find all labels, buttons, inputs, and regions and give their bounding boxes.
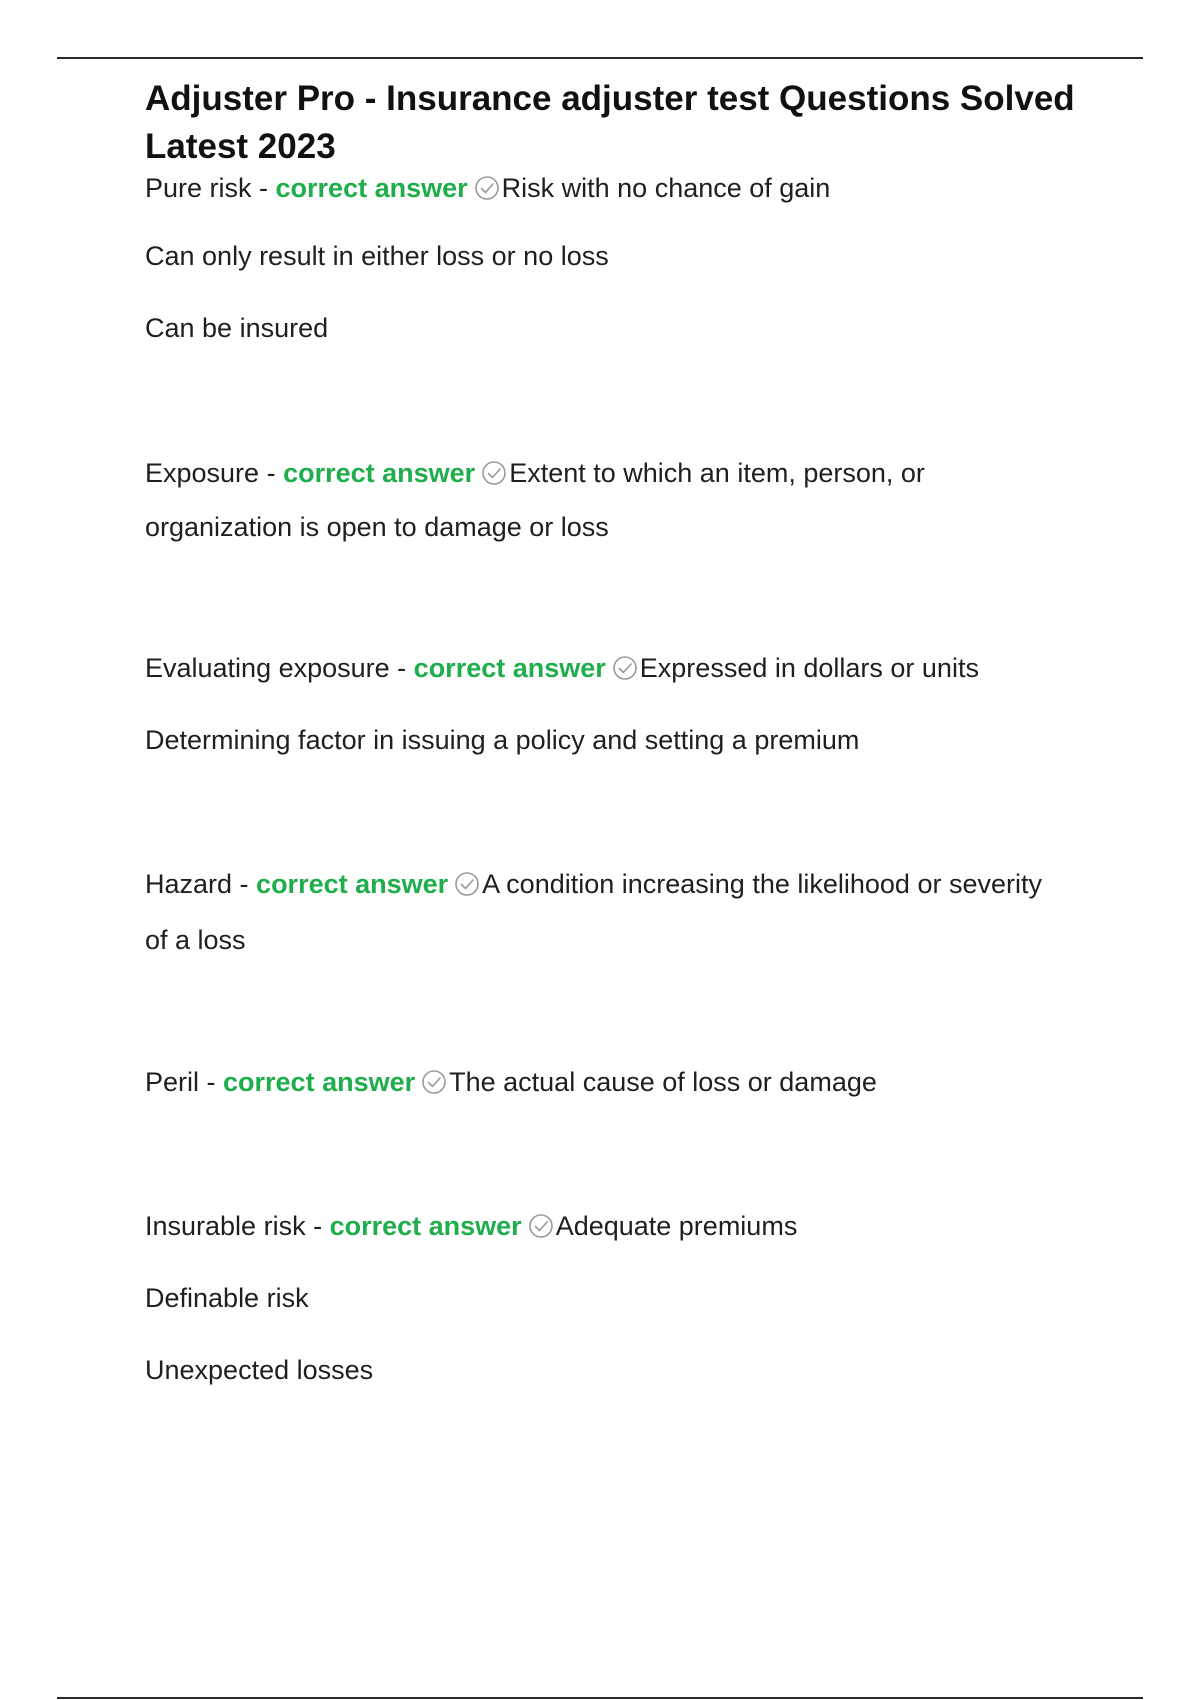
answer-text: A condition increasing the likelihood or severity (482, 869, 1042, 899)
entry-evaluating-exposure (145, 644, 1105, 764)
answer-line: Definable risk (145, 1283, 309, 1313)
answer-line: Determining factor in issuing a policy and setting a premium (145, 725, 860, 755)
correct-answer-label: correct answer (275, 173, 468, 203)
separator: - (232, 869, 257, 899)
correct-answer-label: correct answer (329, 1211, 522, 1241)
entry-first-line (145, 644, 1105, 692)
separator: - (389, 653, 414, 683)
document-title: Adjuster Pro - Insurance adjuster test Questions Solved Latest 2023 (145, 79, 1075, 166)
correct-answer-label: correct answer (413, 653, 606, 683)
entry-hazard (145, 856, 1105, 968)
check-circle-icon (421, 1069, 447, 1095)
entry-first-line (145, 856, 1105, 912)
separator: - (259, 458, 284, 488)
entry-pure-risk (145, 168, 1105, 352)
answer-line: Can only result in either loss or no loss (145, 241, 609, 271)
answer-line: Can be insured (145, 313, 329, 343)
answer-text: Extent to which an item, person, or (509, 458, 925, 488)
entry-first-line (145, 446, 1105, 500)
separator: - (199, 1067, 224, 1097)
correct-answer-label: correct answer (223, 1067, 416, 1097)
answer-text: The actual cause of loss or damage (449, 1067, 877, 1097)
entry-term: Evaluating exposure (145, 653, 390, 683)
entry-peril (145, 1058, 1105, 1106)
answer-text: Risk with no chance of gain (501, 173, 831, 203)
separator: - (251, 173, 276, 203)
entry-insurable-risk (145, 1202, 1105, 1394)
check-circle-icon (454, 871, 480, 897)
entry-term: Peril (145, 1067, 200, 1097)
entry-term: Exposure (145, 458, 260, 488)
entry-term: Pure risk (145, 173, 252, 203)
correct-answer-label: correct answer (256, 869, 449, 899)
answer-text: Expressed in dollars or units (639, 653, 979, 683)
check-circle-icon (528, 1213, 554, 1239)
entry-exposure (145, 446, 1105, 554)
entry-term: Hazard (145, 869, 233, 899)
entry-first-line (145, 1058, 1105, 1106)
document-body (145, 75, 1105, 1394)
answer-line: of a loss (145, 925, 246, 955)
correct-answer-label: correct answer (283, 458, 476, 488)
answer-line: organization is open to damage or loss (145, 512, 609, 542)
entry-first-line (145, 1202, 1105, 1250)
entry-first-line (145, 168, 1105, 208)
separator: - (305, 1211, 330, 1241)
check-circle-icon (481, 460, 507, 486)
check-circle-icon (612, 655, 638, 681)
answer-text: Adequate premiums (555, 1211, 798, 1241)
entry-term: Insurable risk (145, 1211, 306, 1241)
answer-line: Unexpected losses (145, 1355, 374, 1385)
check-circle-icon (474, 175, 500, 201)
bottom-rule (57, 1697, 1143, 1699)
top-rule (57, 57, 1143, 59)
